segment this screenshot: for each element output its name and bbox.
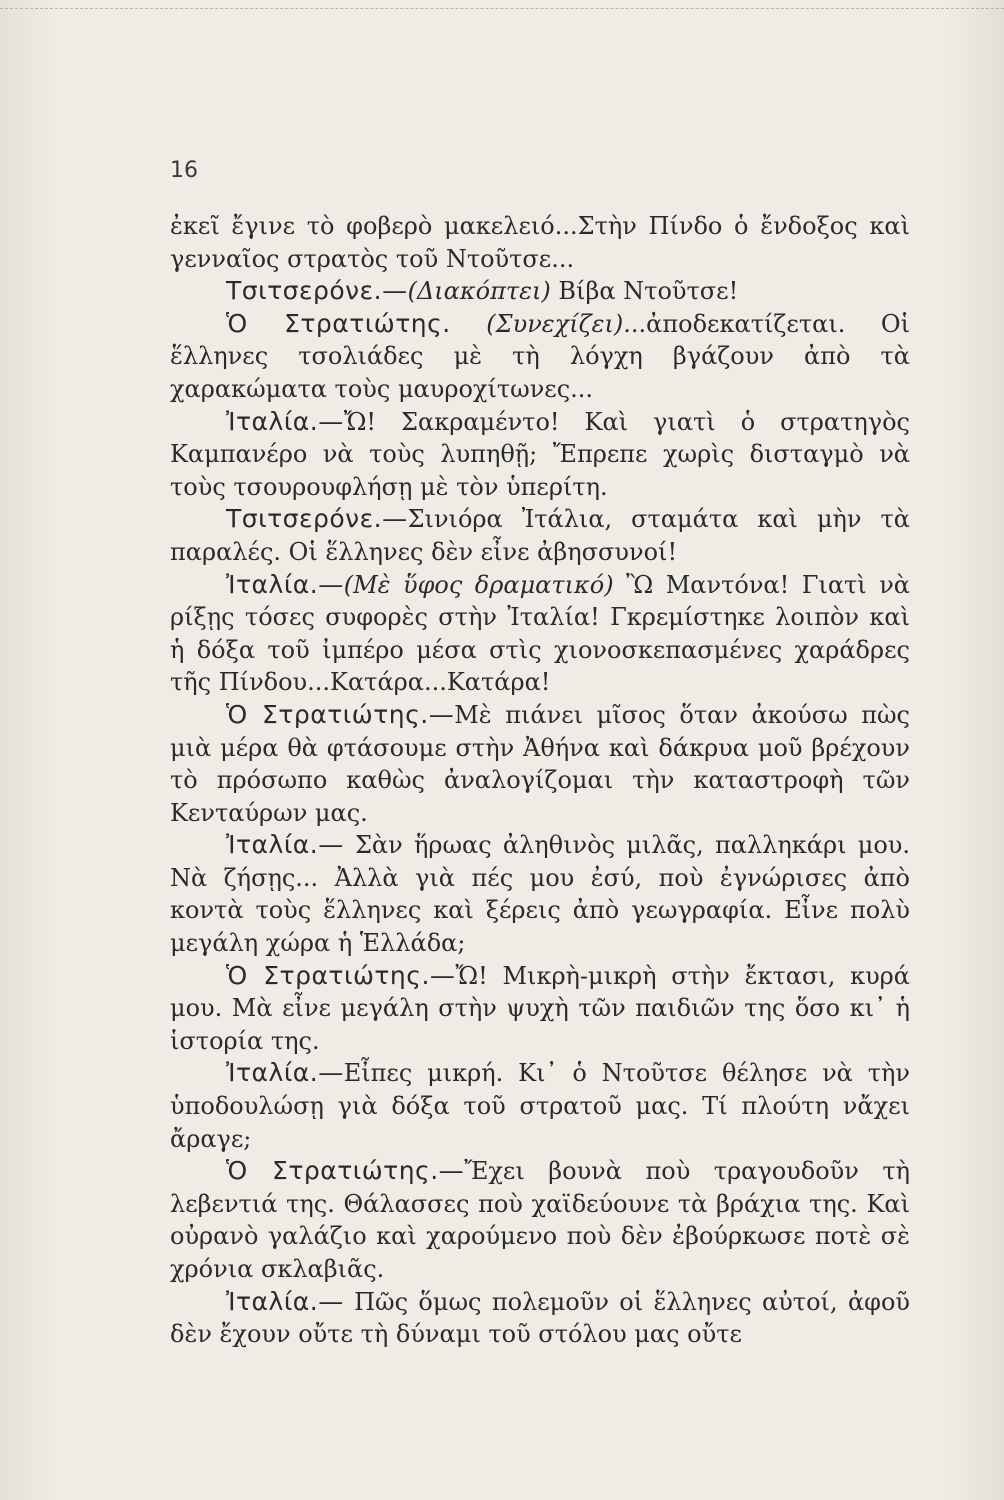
paragraph bbox=[170, 1057, 910, 1155]
paragraph-text: ἐκεῖ ἔγινε τὸ φοβερὸ μακελειό...Στὴν Πίνδο ὁ ἔνδοξος καὶ γενναῖος στρατὸς τοῦ Ντοῦτσε... bbox=[170, 212, 910, 273]
paragraph-text: Ὤ! Μικρὴ-μικρὴ στὴν ἔκτασι, κυρά μου. Μὰ εἶνε μεγάλη στὴν ψυχὴ τῶν παιδιῶν της ὅσο κι᾽ ἡ ἱστορία της. bbox=[170, 961, 910, 1055]
paragraph-text: Εἶπες μικρή. Κι᾽ ὁ Ντοῦτσε θέλησε νὰ τὴν ὑποδουλώσῃ γιὰ δόξα τοῦ στρατοῦ μας. Τί πλούτη νἄχει ἄραγε; bbox=[170, 1059, 910, 1153]
paragraph-text: Βίβα Ντοῦτσε! bbox=[550, 277, 739, 306]
paragraph-text: ..ἀποδεκατίζεται. Οἱ ἕλληνες τσολιάδες μὲ τὴ λόγχη βγάζουν ἀπὸ τὰ χαρακώματα τοὺς μαυροχίτωνες... bbox=[170, 309, 910, 403]
paragraph bbox=[170, 503, 910, 568]
paragraph-text: Σινιόρα Ἰτάλια, σταμάτα καὶ μὴν τὰ παραλές. Οἱ ἕλληνες δὲν εἶνε ἀβησσυνοί! bbox=[170, 505, 910, 566]
speaker-label: Τσιτσερόνε.— bbox=[226, 504, 408, 534]
paragraph bbox=[170, 275, 910, 308]
speaker-label: Ἰταλία.— bbox=[226, 569, 344, 599]
speaker-label: Ἰταλία.— bbox=[226, 1058, 344, 1088]
paragraph bbox=[170, 1155, 910, 1285]
page-edge-rule bbox=[0, 8, 1004, 9]
paragraph-text: Ὤ! Σακραμέντο! Καὶ γιατὶ ὁ στρατηγὸς Καμπανέρο νὰ τοὺς λυπηθῇ; Ἔπρεπε χωρὶς δισταγμὸ νὰ τοὺς τσουρουφλήσῃ μὲ τὸν ὑπερίτη. bbox=[170, 407, 910, 501]
paragraph bbox=[170, 1286, 910, 1351]
paragraph-text: Ἔχει βουνὰ ποὺ τραγουδοῦν τὴ λεβεντιά της. Θάλασσες ποὺ χαϊδεύουνε τὰ βράχια της. Καὶ οὐρανὸ γαλάζιο καὶ χαρούμενο ποὺ δὲν ἐβούρκωσε ποτὲ σὲ χρόνια σκλαβιᾶς. bbox=[170, 1157, 910, 1283]
speaker-label: Ἰταλία.— bbox=[226, 830, 344, 860]
page-number: 16 bbox=[170, 158, 198, 183]
paragraph bbox=[170, 829, 910, 959]
paragraph bbox=[170, 699, 910, 829]
speaker-label: Ὁ Στρατιώτης.— bbox=[226, 1156, 465, 1186]
speaker-label: Ὁ Στρατιώτης. bbox=[226, 308, 451, 338]
speaker-label: Ὁ Στρατιώτης.— bbox=[226, 699, 455, 729]
speaker-label: Ὁ Στρατιώτης.— bbox=[226, 960, 456, 990]
paragraph-text: Σὰν ἥρωας ἀληθινὸς μιλᾶς, παλληκάρι μου. Νὰ ζήσῃς... Ἀλλὰ γιὰ πές μου ἐσύ, ποὺ ἐγνώρισες ἀπὸ κοντὰ τοὺς ἕλληνες καὶ ξέρεις ἀπὸ γεωγραφία. Εἶνε πολὺ μεγάλη χώρα ἡ Ἑλλάδα; bbox=[170, 831, 910, 958]
dialogue-text bbox=[170, 210, 910, 1351]
paragraph bbox=[170, 308, 910, 406]
paragraph bbox=[170, 210, 910, 275]
speaker-label: Τσιτσερόνε.— bbox=[226, 276, 408, 306]
stage-direction: (Διακόπτει) bbox=[407, 277, 551, 306]
paragraph bbox=[170, 406, 910, 504]
paragraph-text: Ὢ Μαντόνα! Γιατὶ νὰ ρίξῃς τόσες συφορὲς στὴν Ἰταλία! Γκρεμίστηκε λοιπὸν καὶ ἡ δόξα τοῦ ἰμπέρο μέσα στὶς χιονοσκεπασμένες χαράδρες τῆς Πίνδου...Κατάρα...Κατάρα! bbox=[170, 570, 910, 697]
paragraph-text: Πῶς ὅμως πολεμοῦν οἱ ἕλληνες αὐτοί, ἀφοῦ δὲν ἔχουν οὔτε τὴ δύναμι τοῦ στόλου μας οὔτε bbox=[170, 1287, 910, 1349]
speaker-label: Ἰταλία.— bbox=[226, 406, 344, 436]
paragraph bbox=[170, 960, 910, 1058]
paragraph bbox=[170, 569, 910, 699]
stage-direction: (Μὲ ὕφος δραματικό) bbox=[343, 570, 614, 599]
stage-direction: (Συνεχίζει). bbox=[450, 309, 631, 338]
speaker-label: Ἰταλία.— bbox=[226, 1286, 344, 1316]
paragraph-text: Μὲ πιάνει μῖσος ὅταν ἀκούσω πὼς μιὰ μέρα θὰ φτάσουμε στὴν Ἀθήνα καὶ δάκρυα μοῦ βρέχουν τὸ πρόσωπο καθὼς ἀναλογίζομαι τὴν καταστροφὴ τῶν Κενταύρων μας. bbox=[170, 700, 911, 827]
